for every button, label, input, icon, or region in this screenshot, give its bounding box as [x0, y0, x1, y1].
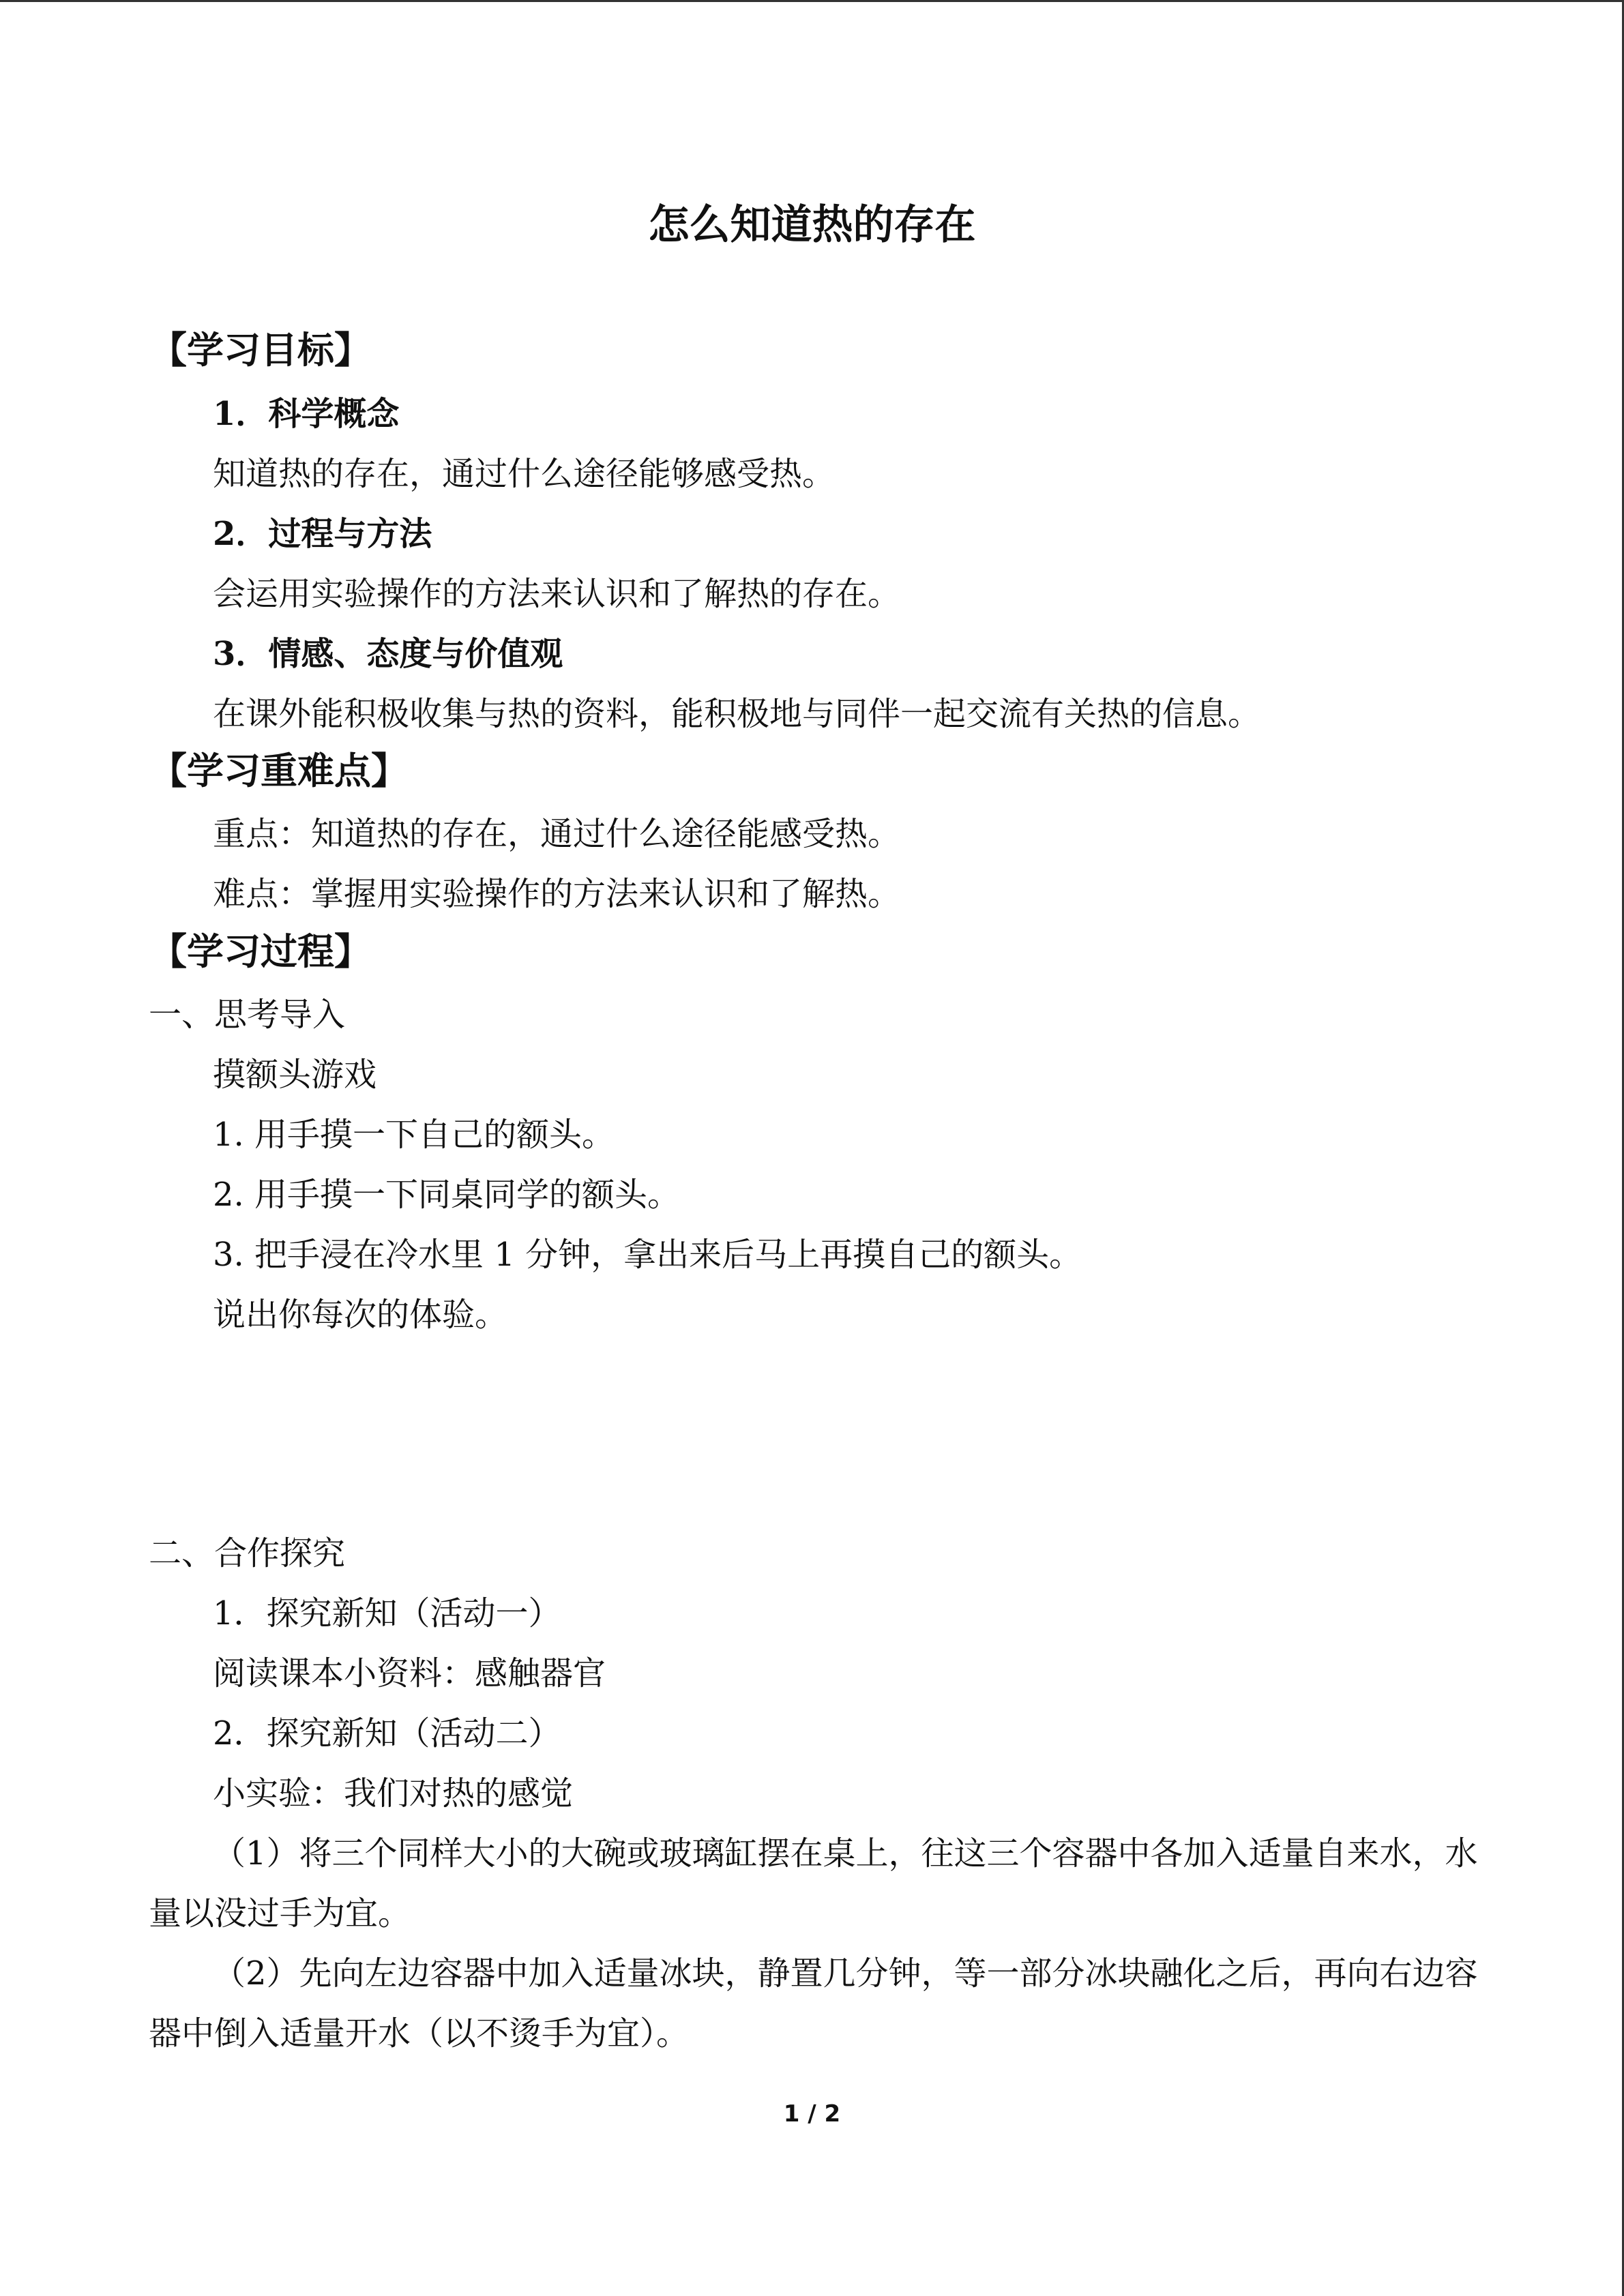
part1-game: 摸额头游戏: [213, 1056, 377, 1094]
process-heading: 【学习过程】: [150, 929, 371, 973]
part1-prompt: 说出你每次的体验。: [213, 1296, 508, 1334]
objective-3-label: 3．情感、态度与价值观: [213, 635, 563, 673]
key-point-difficulty: 难点：掌握用实验操作的方法来认识和了解热。: [213, 875, 901, 913]
objective-2-text: 会运用实验操作的方法来认识和了解热的存在。: [213, 575, 901, 613]
page-title: 怎么知道热的存在: [648, 201, 976, 249]
part2-activity2: 2．探究新知（活动二）: [213, 1714, 561, 1753]
page-number: 1 / 2: [783, 2100, 841, 2128]
part2-title: 二、合作探究: [149, 1534, 346, 1572]
part2-activity1-text: 阅读课本小资料：感触器官: [213, 1654, 606, 1693]
part1-step-3: 3. 把手浸在冷水里 1 分钟，拿出来后马上再摸自己的额头。: [213, 1236, 1082, 1274]
objective-2-label: 2．过程与方法: [213, 515, 432, 553]
page-border-top: [0, 0, 1624, 2]
part2-activity1: 1．探究新知（活动一）: [213, 1594, 561, 1632]
objective-1-text: 知道热的存在，通过什么途径能够感受热。: [213, 455, 836, 493]
part1-step-2: 2. 用手摸一下同桌同学的额头。: [213, 1176, 681, 1214]
part1-title: 一、思考导入: [149, 996, 346, 1034]
objectives-heading: 【学习目标】: [150, 328, 371, 372]
part2-activity2-text: 小实验：我们对热的感觉: [213, 1774, 574, 1813]
part2-step2-line2: 器中倒入适量开水（以不烫手为宜）。: [149, 2014, 690, 2053]
part2-step2-line1: （2）先向左边容器中加入适量冰块，静置几分钟，等一部分冰块融化之后，再向右边容: [213, 1954, 1478, 1993]
part2-step1-line2: 量以没过手为宜。: [149, 1894, 411, 1933]
objective-1-label: 1．科学概念: [213, 395, 400, 433]
key-points-heading: 【学习重难点】: [150, 749, 408, 792]
part1-step-1: 1. 用手摸一下自己的额头。: [213, 1116, 615, 1154]
objective-3-text: 在课外能积极收集与热的资料，能积极地与同伴一起交流有关热的信息。: [213, 695, 1261, 733]
key-point-focus: 重点：知道热的存在，通过什么途径能感受热。: [213, 815, 901, 853]
part2-step1-line1: （1）将三个同样大小的大碗或玻璃缸摆在桌上，往这三个容器中各加入适量自来水，水: [213, 1834, 1478, 1873]
